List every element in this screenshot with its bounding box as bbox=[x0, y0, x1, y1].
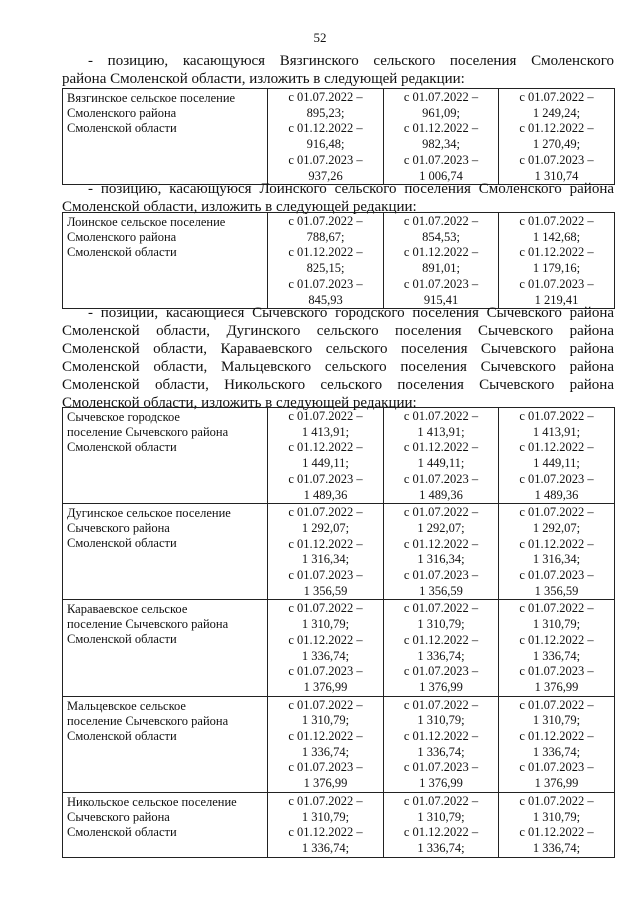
section-1-intro bbox=[62, 52, 614, 88]
settlement-name-cell: Вязгинское сельское поселение Смоленского района Смоленской области bbox=[63, 89, 268, 185]
intro-line: Смоленской области, Караваевского сельского поселения Сычевского района bbox=[62, 341, 614, 357]
table-row bbox=[63, 213, 615, 309]
settlement-name-cell: Караваевское сельское поселение Сычевского района Смоленской области bbox=[63, 600, 268, 696]
tariff-cell: с 01.07.2022 – 1 310,79; с 01.12.2022 – 1 336,74; с 01.07.2023 – 1 376,99 bbox=[499, 600, 615, 696]
tariff-table-loinskoe bbox=[62, 212, 615, 309]
tariff-cell: с 01.07.2022 – 1 310,79; с 01.12.2022 – 1 336,74; с 01.07.2023 – 1 376,99 bbox=[384, 696, 499, 792]
tariff-table-vyazginskoe bbox=[62, 88, 615, 185]
tariff-table-sychevsky bbox=[62, 407, 615, 858]
intro-line: Смоленской области, Дугинского сельского поселения Сычевского района bbox=[62, 323, 614, 339]
settlement-name-cell: Лоинское сельское поселение Смоленского района Смоленской области bbox=[63, 213, 268, 309]
table-row bbox=[63, 89, 615, 185]
tariff-cell: с 01.07.2022 – 854,53; с 01.12.2022 – 891,01; с 01.07.2023 – 915,41 bbox=[384, 213, 499, 309]
table-row bbox=[63, 600, 615, 696]
tariff-cell: с 01.07.2022 – 1 292,07; с 01.12.2022 – 1 316,34; с 01.07.2023 – 1 356,59 bbox=[499, 504, 615, 600]
settlement-name-cell: Никольское сельское поселение Сычевского района Смоленской области bbox=[63, 792, 268, 857]
tariff-cell: с 01.07.2022 – 1 310,79; с 01.12.2022 – 1 336,74; bbox=[384, 792, 499, 857]
tariff-cell: с 01.07.2022 – 788,67; с 01.12.2022 – 825,15; с 01.07.2023 – 845,93 bbox=[268, 213, 384, 309]
tariff-cell: с 01.07.2022 – 1 310,79; с 01.12.2022 – 1 336,74; с 01.07.2023 – 1 376,99 bbox=[268, 600, 384, 696]
intro-line: Смоленской области, изложить в следующей редакции: bbox=[62, 395, 417, 411]
tariff-cell: с 01.07.2022 – 1 413,91; с 01.12.2022 – 1 449,11; с 01.07.2023 – 1 489,36 bbox=[268, 408, 384, 504]
intro-line: Смоленской области, Мальцевского сельского поселения Сычевского района bbox=[62, 359, 614, 375]
tariff-cell: с 01.07.2022 – 1 142,68; с 01.12.2022 – 1 179,16; с 01.07.2023 – 1 219,41 bbox=[499, 213, 615, 309]
intro-line: - позиции, касающиеся Сычевского городского поселения Сычевского района bbox=[88, 305, 614, 321]
intro-line: Смоленской области, изложить в следующей редакции: bbox=[62, 199, 417, 215]
intro-line: Смоленской области, Никольского сельского поселения Сычевского района bbox=[62, 377, 614, 393]
intro-line: - позицию, касающуюся Вязгинского сельского поселения Смоленского bbox=[88, 53, 614, 69]
tariff-cell: с 01.07.2022 – 1 310,79; с 01.12.2022 – 1 336,74; с 01.07.2023 – 1 376,99 bbox=[268, 696, 384, 792]
table-row bbox=[63, 792, 615, 857]
table-row bbox=[63, 504, 615, 600]
table-row bbox=[63, 696, 615, 792]
intro-line: - позицию, касающуюся Лоинского сельского поселения Смоленского района bbox=[88, 181, 614, 197]
settlement-name-cell: Дугинское сельское поселение Сычевского района Смоленской области bbox=[63, 504, 268, 600]
tariff-cell: с 01.07.2022 – 1 292,07; с 01.12.2022 – 1 316,34; с 01.07.2023 – 1 356,59 bbox=[268, 504, 384, 600]
tariff-cell: с 01.07.2022 – 1 310,79; с 01.12.2022 – 1 336,74; bbox=[268, 792, 384, 857]
settlement-name-cell: Мальцевское сельское поселение Сычевского района Смоленской области bbox=[63, 696, 268, 792]
tariff-cell: с 01.07.2022 – 1 310,79; с 01.12.2022 – 1 336,74; с 01.07.2023 – 1 376,99 bbox=[384, 600, 499, 696]
section-2-intro bbox=[62, 180, 614, 216]
intro-line: района Смоленской области, изложить в следующей редакции: bbox=[62, 71, 465, 87]
section-3-intro bbox=[62, 304, 614, 412]
table-row bbox=[63, 408, 615, 504]
settlement-name-cell: Сычевское городское поселение Сычевского района Смоленской области bbox=[63, 408, 268, 504]
tariff-cell: с 01.07.2022 – 895,23; с 01.12.2022 – 916,48; с 01.07.2023 – 937,26 bbox=[268, 89, 384, 185]
tariff-cell: с 01.07.2022 – 1 413,91; с 01.12.2022 – 1 449,11; с 01.07.2023 – 1 489,36 bbox=[499, 408, 615, 504]
tariff-cell: с 01.07.2022 – 1 310,79; с 01.12.2022 – 1 336,74; bbox=[499, 792, 615, 857]
tariff-cell: с 01.07.2022 – 1 249,24; с 01.12.2022 – 1 270,49; с 01.07.2023 – 1 310,74 bbox=[499, 89, 615, 185]
tariff-cell: с 01.07.2022 – 961,09; с 01.12.2022 – 982,34; с 01.07.2023 – 1 006,74 bbox=[384, 89, 499, 185]
page-number: 52 bbox=[313, 30, 327, 45]
tariff-cell: с 01.07.2022 – 1 292,07; с 01.12.2022 – 1 316,34; с 01.07.2023 – 1 356,59 bbox=[384, 504, 499, 600]
tariff-cell: с 01.07.2022 – 1 413,91; с 01.12.2022 – 1 449,11; с 01.07.2023 – 1 489,36 bbox=[384, 408, 499, 504]
tariff-cell: с 01.07.2022 – 1 310,79; с 01.12.2022 – 1 336,74; с 01.07.2023 – 1 376,99 bbox=[499, 696, 615, 792]
